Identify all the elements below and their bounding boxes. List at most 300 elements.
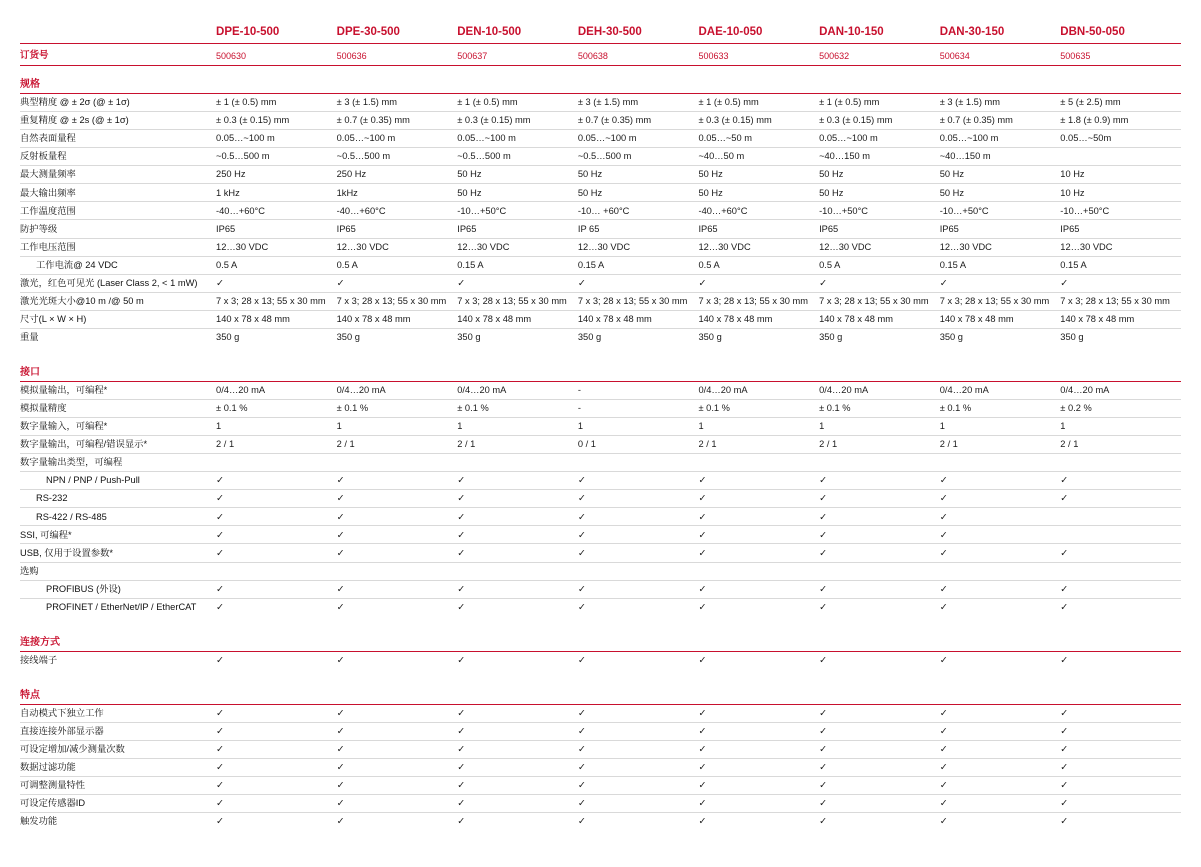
row-value: 0.05…~100 m — [578, 130, 699, 148]
section-title-filler — [337, 66, 458, 94]
check-icon: ✓ — [457, 758, 578, 776]
check-icon: ✓ — [216, 654, 224, 665]
check-icon: ✓ — [698, 601, 707, 612]
check-icon: ✓ — [940, 758, 1061, 776]
table-row — [20, 436, 1181, 454]
row-value: 1 — [940, 418, 1061, 436]
check-icon: ✓ — [457, 722, 578, 740]
row-value: IP65 — [216, 220, 337, 238]
row-value: IP65 — [940, 220, 1061, 238]
row-value: 1 — [698, 418, 819, 436]
row-value: 350 g — [1060, 332, 1084, 342]
row-value: 1 — [457, 418, 578, 436]
table-row — [20, 526, 1181, 544]
row-value — [698, 454, 819, 472]
table-row — [20, 399, 1181, 417]
check-icon: ✓ — [698, 654, 707, 665]
order-number-value-1: 500630 — [216, 44, 337, 66]
section-title-filler — [940, 354, 1061, 382]
section-title-row — [20, 624, 1181, 652]
column-header-1: DPE-10-500 — [216, 26, 280, 38]
row-value: ± 0.3 (± 0.15) mm — [819, 112, 940, 130]
column-header-6: DAN-10-150 — [819, 26, 884, 38]
section-title-filler — [337, 677, 458, 705]
row-value: ± 0.7 (± 0.35) mm — [337, 112, 458, 130]
check-icon: ✓ — [578, 777, 699, 795]
row-value: ± 0.3 (± 0.15) mm — [216, 112, 337, 130]
row-value: 12…30 VDC — [1060, 238, 1181, 256]
row-value: ± 0.1 % — [337, 399, 458, 417]
row-value: 0/4…20 mA — [457, 381, 578, 399]
check-icon: ✓ — [216, 274, 337, 292]
row-value: 7 x 3; 28 x 13; 55 x 30 mm — [216, 292, 337, 310]
check-icon: ✓ — [216, 740, 337, 758]
row-value: 50 Hz — [819, 184, 940, 202]
order-number-label: 订货号 — [20, 44, 216, 66]
row-label: 自然表面量程 — [20, 130, 216, 148]
check-icon: ✓ — [216, 580, 337, 598]
section-title-filler — [216, 66, 337, 94]
row-value: ± 0.7 (± 0.35) mm — [578, 112, 699, 130]
table-row — [20, 184, 1181, 202]
row-label: 可设定传感器ID — [20, 795, 216, 813]
section-title-filler — [940, 66, 1061, 94]
row-label: 重量 — [20, 332, 39, 342]
check-icon: ✓ — [457, 508, 578, 526]
table-row — [20, 256, 1181, 274]
row-value: 50 Hz — [578, 166, 699, 184]
check-icon: ✓ — [819, 508, 940, 526]
row-value: 0.05…~100 m — [457, 130, 578, 148]
column-header-7: DAN-30-150 — [939, 26, 1005, 38]
check-icon: ✓ — [337, 490, 458, 508]
check-icon: ✓ — [216, 544, 337, 562]
header-corner-cell — [20, 18, 216, 44]
check-icon: ✓ — [337, 795, 458, 813]
table-row — [20, 112, 1181, 130]
check-icon: ✓ — [457, 816, 466, 827]
row-label: PROFIBUS (外设) — [20, 580, 216, 598]
check-icon: ✓ — [698, 544, 819, 562]
check-icon: ✓ — [698, 722, 819, 740]
check-icon: ✓ — [457, 654, 466, 665]
section-title-filler — [578, 677, 699, 705]
check-icon: ✓ — [578, 472, 699, 490]
row-value: 1 — [578, 418, 699, 436]
row-value: 0.5 A — [337, 256, 458, 274]
row-value: 1 — [819, 418, 940, 436]
specification-table — [20, 18, 1181, 830]
row-value: 140 x 78 x 48 mm — [457, 310, 578, 328]
row-value: - — [578, 381, 699, 399]
section-title-filler — [940, 624, 1061, 652]
check-icon: ✓ — [1060, 601, 1069, 612]
table-row — [20, 472, 1181, 490]
row-value: ± 0.2 % — [1060, 399, 1181, 417]
check-icon: ✓ — [940, 740, 1061, 758]
check-icon: ✓ — [698, 816, 707, 827]
row-value: ~40…150 m — [819, 148, 940, 166]
row-value: ± 0.7 (± 0.35) mm — [940, 112, 1061, 130]
row-label: 选购 — [20, 562, 216, 580]
row-value — [819, 562, 940, 580]
row-value: IP65 — [337, 220, 458, 238]
row-value: IP65 — [698, 220, 819, 238]
row-value — [1060, 562, 1181, 580]
row-value: 50 Hz — [457, 166, 578, 184]
row-value: -40…+60°C — [337, 202, 458, 220]
row-value: 1kHz — [337, 184, 458, 202]
check-icon: ✓ — [698, 777, 819, 795]
check-icon: ✓ — [940, 274, 1061, 292]
check-icon: ✓ — [336, 816, 345, 827]
row-value: 350 g — [457, 332, 481, 342]
check-icon: ✓ — [216, 704, 337, 722]
check-icon: ✓ — [457, 526, 578, 544]
check-icon: ✓ — [577, 654, 586, 665]
check-icon: ✓ — [940, 526, 1061, 544]
row-value — [457, 562, 578, 580]
row-value: -40…+60°C — [216, 202, 337, 220]
row-label: 工作温度范围 — [20, 202, 216, 220]
row-value: ~0.5…500 m — [457, 148, 578, 166]
row-value: ± 0.3 (± 0.15) mm — [698, 112, 819, 130]
check-icon: ✓ — [698, 795, 819, 813]
check-icon: ✓ — [457, 490, 578, 508]
check-icon: ✓ — [337, 758, 458, 776]
row-value: 0.05…~100 m — [216, 130, 337, 148]
row-value: 0.5 A — [819, 256, 940, 274]
check-icon: ✓ — [457, 544, 578, 562]
row-value: 350 g — [698, 332, 722, 342]
check-icon: ✓ — [216, 722, 337, 740]
row-label: 直接连接外部显示器 — [20, 722, 216, 740]
section-title-filler — [698, 624, 819, 652]
row-value: 350 g — [336, 332, 360, 342]
check-icon: ✓ — [1060, 654, 1069, 665]
table-row — [20, 292, 1181, 310]
row-value: ± 1 (± 0.5) mm — [216, 94, 337, 112]
row-label: 激光光斑大小@10 m /@ 50 m — [20, 292, 216, 310]
section-title-filler — [819, 354, 940, 382]
row-value: -10…+50°C — [819, 202, 940, 220]
row-value — [940, 562, 1061, 580]
section-title-filler — [1060, 66, 1181, 94]
section-title-filler — [819, 677, 940, 705]
check-icon: ✓ — [1060, 490, 1181, 508]
check-icon: ✓ — [819, 544, 940, 562]
column-header-4: DEH-30-500 — [577, 26, 642, 38]
table-row — [20, 795, 1181, 813]
check-icon: ✓ — [940, 490, 1061, 508]
row-value: 140 x 78 x 48 mm — [819, 310, 940, 328]
check-icon: ✓ — [216, 816, 224, 827]
row-value: 1 — [1060, 418, 1181, 436]
row-value: ± 1 (± 0.5) mm — [698, 94, 819, 112]
row-label: 尺寸(L × W × H) — [20, 310, 216, 328]
check-icon: ✓ — [939, 601, 948, 612]
check-icon: ✓ — [216, 777, 337, 795]
row-value: 0.05…~100 m — [337, 130, 458, 148]
row-value: ± 0.1 % — [819, 399, 940, 417]
row-value: IP 65 — [578, 220, 699, 238]
order-number-value-8: 500635 — [1060, 44, 1181, 66]
table-row — [20, 704, 1181, 722]
check-icon: ✓ — [940, 777, 1061, 795]
section-title-filler — [698, 677, 819, 705]
row-value: 7 x 3; 28 x 13; 55 x 30 mm — [578, 292, 699, 310]
row-value: 0/4…20 mA — [216, 381, 337, 399]
section-spacer — [20, 346, 1181, 354]
check-icon: ✓ — [578, 274, 699, 292]
row-value: ± 3 (± 1.5) mm — [578, 94, 699, 112]
check-icon: ✓ — [1060, 704, 1181, 722]
check-icon: ✓ — [457, 777, 578, 795]
row-value: 140 x 78 x 48 mm — [1060, 310, 1181, 328]
row-value: ~40…150 m — [940, 148, 1061, 166]
check-icon: ✓ — [819, 777, 940, 795]
row-value — [578, 454, 699, 472]
order-number-value-7: 500634 — [940, 44, 1061, 66]
section-spacer — [20, 669, 1181, 677]
row-value: 0.5 A — [698, 256, 819, 274]
table-row — [20, 722, 1181, 740]
row-value — [940, 454, 1061, 472]
order-number-value-4: 500638 — [578, 44, 699, 66]
table-row — [20, 328, 1181, 346]
check-icon: ✓ — [578, 758, 699, 776]
check-icon: ✓ — [337, 544, 458, 562]
row-value: 1 — [216, 418, 337, 436]
row-value — [216, 562, 337, 580]
row-value: -10…+50°C — [940, 202, 1061, 220]
row-label: 工作电压范围 — [20, 238, 216, 256]
check-icon: ✓ — [216, 472, 337, 490]
row-value: -10…+50°C — [457, 202, 578, 220]
section-title-filler — [457, 354, 578, 382]
check-icon: ✓ — [578, 795, 699, 813]
check-icon: ✓ — [1060, 580, 1181, 598]
row-value: 2 / 1 — [940, 436, 1061, 454]
section-title: 特点 — [20, 677, 216, 705]
row-value: 350 g — [939, 332, 963, 342]
row-value: ± 0.1 % — [216, 399, 337, 417]
section-title-filler — [216, 624, 337, 652]
section-spacer — [20, 616, 1181, 624]
check-icon: ✓ — [216, 526, 337, 544]
row-value: 1 kHz — [216, 184, 337, 202]
check-icon: ✓ — [457, 740, 578, 758]
table-row — [20, 490, 1181, 508]
check-icon: ✓ — [1060, 544, 1181, 562]
section-title-filler — [457, 624, 578, 652]
check-icon: ✓ — [940, 544, 1061, 562]
row-label: 数字量输出类型，可编程 — [20, 454, 216, 472]
section-title-filler — [819, 66, 940, 94]
check-icon: ✓ — [457, 274, 578, 292]
row-value: 12…30 VDC — [698, 238, 819, 256]
row-value — [578, 562, 699, 580]
check-icon: ✓ — [940, 580, 1061, 598]
row-label: 反射板量程 — [20, 148, 216, 166]
section-title-filler — [819, 624, 940, 652]
row-value: 0.05…~50 m — [698, 130, 819, 148]
check-icon: ✓ — [337, 722, 458, 740]
check-icon: ✓ — [819, 526, 940, 544]
row-value: -10… +60°C — [578, 202, 699, 220]
check-icon: ✓ — [698, 472, 819, 490]
row-label: USB, 仅用于设置参数* — [20, 544, 216, 562]
row-value: 12…30 VDC — [940, 238, 1061, 256]
section-title-filler — [698, 354, 819, 382]
row-value — [698, 562, 819, 580]
row-value: 50 Hz — [940, 166, 1061, 184]
check-icon: ✓ — [578, 740, 699, 758]
table-row — [20, 544, 1181, 562]
column-header-3: DEN-10-500 — [457, 26, 522, 38]
table-row — [20, 813, 1181, 831]
row-label: 模拟量输出，可编程* — [20, 381, 216, 399]
check-icon: ✓ — [819, 654, 827, 665]
row-value: 12…30 VDC — [216, 238, 337, 256]
row-value: 350 g — [819, 332, 843, 342]
row-value: 1 — [337, 418, 458, 436]
row-value: 7 x 3; 28 x 13; 55 x 30 mm — [698, 292, 819, 310]
column-header-8: DBN-50-050 — [1060, 26, 1125, 38]
check-icon: ✓ — [819, 490, 940, 508]
row-value: 50 Hz — [457, 184, 578, 202]
table-row — [20, 202, 1181, 220]
table-row — [20, 148, 1181, 166]
row-value: IP65 — [1060, 220, 1181, 238]
row-value: 2 / 1 — [337, 436, 458, 454]
row-value — [819, 454, 940, 472]
check-icon: ✓ — [939, 654, 948, 665]
row-value — [1060, 526, 1181, 544]
table-row — [20, 238, 1181, 256]
row-label: 最大测量频率 — [20, 166, 216, 184]
check-icon: ✓ — [337, 274, 458, 292]
check-icon: ✓ — [337, 472, 458, 490]
row-value: 350 g — [577, 332, 602, 342]
row-value: ± 3 (± 1.5) mm — [940, 94, 1061, 112]
section-title-filler — [216, 354, 337, 382]
check-icon: ✓ — [457, 795, 578, 813]
table-row — [20, 220, 1181, 238]
section-title-filler — [457, 66, 578, 94]
row-label: 触发功能 — [20, 816, 58, 827]
row-value: 250 Hz — [337, 166, 458, 184]
check-icon: ✓ — [940, 508, 1061, 526]
check-icon: ✓ — [1060, 795, 1181, 813]
check-icon: ✓ — [337, 526, 458, 544]
row-value: ± 5 (± 2.5) mm — [1060, 94, 1181, 112]
order-number-value-5: 500633 — [698, 44, 819, 66]
table-row — [20, 418, 1181, 436]
row-value — [457, 454, 578, 472]
row-label: 防护等级 — [20, 220, 216, 238]
section-title-filler — [1060, 624, 1181, 652]
check-icon: ✓ — [216, 508, 337, 526]
check-icon: ✓ — [698, 508, 819, 526]
row-value: 10 Hz — [1060, 184, 1181, 202]
row-label: 可调整测量特性 — [20, 777, 216, 795]
row-value: 140 x 78 x 48 mm — [698, 310, 819, 328]
row-value — [1060, 148, 1181, 166]
row-label: SSI, 可编程* — [20, 526, 216, 544]
check-icon: ✓ — [819, 580, 940, 598]
row-value: 0/4…20 mA — [1060, 381, 1181, 399]
row-value: 7 x 3; 28 x 13; 55 x 30 mm — [1060, 292, 1181, 310]
check-icon: ✓ — [698, 274, 819, 292]
check-icon: ✓ — [578, 704, 699, 722]
row-value: 10 Hz — [1060, 166, 1181, 184]
row-label: 数字量输出，可编程/错误显示* — [20, 436, 216, 454]
check-icon: ✓ — [940, 795, 1061, 813]
check-icon: ✓ — [1060, 722, 1181, 740]
check-icon: ✓ — [577, 601, 586, 612]
row-value: -40…+60°C — [698, 202, 819, 220]
check-icon: ✓ — [578, 544, 699, 562]
row-label: NPN / PNP / Push-Pull — [20, 472, 216, 490]
check-icon: ✓ — [940, 472, 1061, 490]
row-value: 250 Hz — [216, 166, 337, 184]
check-icon: ✓ — [819, 816, 827, 827]
row-value: ± 0.1 % — [698, 399, 819, 417]
check-icon: ✓ — [1060, 740, 1181, 758]
spec-sheet-page — [0, 18, 1201, 867]
check-icon: ✓ — [337, 580, 458, 598]
check-icon: ✓ — [578, 508, 699, 526]
check-icon: ✓ — [457, 580, 578, 598]
check-icon: ✓ — [698, 740, 819, 758]
table-row — [20, 454, 1181, 472]
check-icon: ✓ — [577, 816, 586, 827]
table-row — [20, 651, 1181, 669]
section-title-filler — [457, 677, 578, 705]
check-icon: ✓ — [819, 472, 940, 490]
section-title: 连接方式 — [20, 624, 216, 652]
row-value: 7 x 3; 28 x 13; 55 x 30 mm — [940, 292, 1061, 310]
check-icon: ✓ — [457, 601, 466, 612]
row-value: 2 / 1 — [216, 436, 337, 454]
check-icon: ✓ — [939, 816, 948, 827]
section-title-row — [20, 677, 1181, 705]
section-title-filler — [216, 677, 337, 705]
check-icon: ✓ — [1060, 274, 1181, 292]
row-value — [1060, 454, 1181, 472]
section-title-filler — [578, 354, 699, 382]
row-label: 数据过滤功能 — [20, 758, 216, 776]
row-value: IP65 — [819, 220, 940, 238]
row-value: 0.5 A — [216, 256, 337, 274]
row-value: ± 1 (± 0.5) mm — [819, 94, 940, 112]
check-icon: ✓ — [819, 758, 940, 776]
section-title-row — [20, 66, 1181, 94]
row-value: 12…30 VDC — [578, 238, 699, 256]
row-value: 2 / 1 — [457, 436, 578, 454]
row-label: 重复精度 @ ± 2s (@ ± 1σ) — [20, 112, 216, 130]
check-icon: ✓ — [336, 654, 345, 665]
row-value: 0.05…~100 m — [940, 130, 1061, 148]
row-value: 0.15 A — [1060, 256, 1181, 274]
row-value: 0/4…20 mA — [940, 381, 1061, 399]
order-number-value-2: 500636 — [337, 44, 458, 66]
row-value: 12…30 VDC — [457, 238, 578, 256]
row-value: 0.05…~50m — [1060, 130, 1181, 148]
row-value: ± 3 (± 1.5) mm — [337, 94, 458, 112]
row-label: 激光，红色可见光 (Laser Class 2, < 1 mW) — [20, 274, 216, 292]
